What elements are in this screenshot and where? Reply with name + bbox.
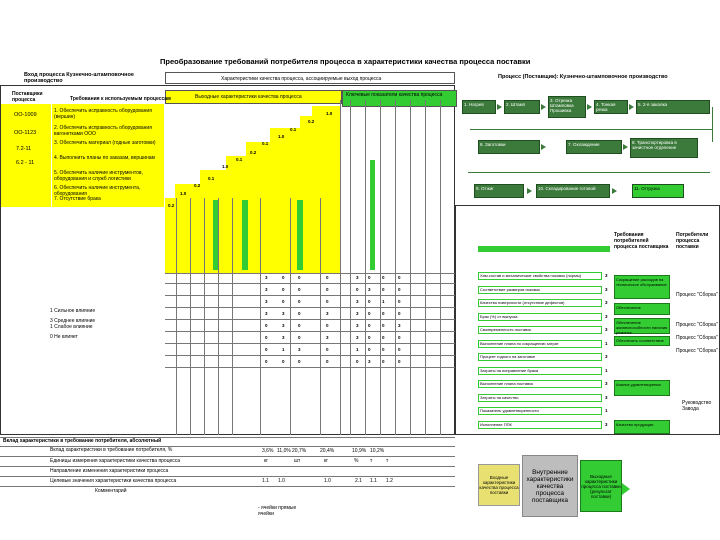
indicator-score: 1 bbox=[605, 367, 608, 373]
bottom-row-4: Направление изменения характеристики процесса bbox=[50, 468, 169, 474]
flow-box-6: 8. Заготовки bbox=[478, 140, 540, 154]
bottom-shape-center: Внутренние характеристики качества процесса поставщика bbox=[522, 455, 578, 517]
req-4: 4. Выполнить планы по заказам, вершинам bbox=[54, 155, 155, 161]
pct-3: 20,7% bbox=[292, 448, 307, 454]
req-3: 3. Обеспечить материал (годные заготовки) bbox=[54, 140, 156, 146]
unit-4: % bbox=[354, 458, 359, 464]
left-yellow-block bbox=[1, 104, 51, 207]
bottom-row-6: Комментарий bbox=[95, 488, 127, 494]
note-1: 1 Сильное влияние bbox=[50, 308, 96, 314]
matrix-cell: 0 bbox=[382, 359, 385, 364]
matrix-cell: 3 bbox=[356, 275, 359, 280]
code-3: 7.2-11 bbox=[16, 146, 32, 152]
target-5: 1.1 bbox=[370, 478, 377, 484]
corner-num-3: 0.1 bbox=[290, 127, 297, 132]
bottom-shape-right: Выходные характеристики процесса поставки (результат поставки) bbox=[580, 460, 622, 512]
flow-box-8: 8. Транспортировка в зачистное отделение bbox=[630, 138, 698, 158]
matrix-cell: 0 bbox=[298, 323, 301, 328]
corner-num-10: 0.2 bbox=[194, 183, 201, 188]
flow-arrow bbox=[527, 188, 532, 194]
matrix-cell: 0 bbox=[368, 347, 371, 352]
flow-connector bbox=[712, 107, 713, 142]
grid-v bbox=[440, 100, 441, 435]
matrix-cell: 0 bbox=[398, 335, 401, 340]
corner-num-4: 1.0 bbox=[278, 134, 285, 139]
req-6: 6. Обеспечить наличие инструмента, оборудования bbox=[54, 185, 141, 197]
code-1: ОО-1009 bbox=[14, 112, 37, 118]
process-label: Процесс (Поставщик): Кузнечно-штамповочное производство bbox=[498, 74, 668, 80]
flow-arrow bbox=[629, 104, 634, 110]
green-cell-5: Анализ удовлетворения bbox=[614, 380, 670, 396]
target-6: 1.2 bbox=[386, 478, 393, 484]
header-mid bbox=[165, 72, 455, 84]
indicator-score: 3 bbox=[605, 313, 608, 319]
customer-5: Руководство Завода bbox=[682, 400, 712, 412]
bottom-sep bbox=[0, 476, 455, 477]
matrix-cell: 0 bbox=[298, 275, 301, 280]
indicator-score: 3 bbox=[605, 327, 608, 332]
req-1: 1. Обеспечить исправность оборудования (вершин) bbox=[54, 108, 152, 120]
req-2: 2. Обеспечить исправность оборудования вагонетками ООО bbox=[54, 125, 152, 137]
legend-note: - ячейки прямые ячейки bbox=[258, 505, 297, 517]
bottom-row-1: Вклад характеристики в требование потребителя, абсолютный bbox=[3, 438, 162, 444]
matrix-cell: 3 bbox=[356, 299, 359, 304]
stair-6 bbox=[200, 170, 340, 184]
stair-5 bbox=[226, 156, 340, 170]
indicator-score: 1 bbox=[605, 408, 608, 413]
pct-4: 20,4% bbox=[320, 448, 335, 454]
corner-num-8: 1.0 bbox=[222, 164, 229, 169]
indicator-row: Своевременность поставок bbox=[478, 326, 602, 334]
corner-num-2: 0.2 bbox=[308, 119, 315, 124]
matrix-cell: 1 bbox=[382, 299, 385, 304]
grid-h bbox=[165, 355, 455, 356]
pct-5: 10,9% bbox=[352, 448, 367, 454]
matrix-cell: 3 bbox=[265, 311, 268, 316]
vert-green-2 bbox=[242, 200, 248, 270]
indicator-score: 3 bbox=[605, 300, 608, 305]
grid-v bbox=[395, 100, 396, 435]
matrix-cell: 0 bbox=[398, 359, 401, 364]
grid-v bbox=[232, 198, 233, 435]
grid-v bbox=[380, 100, 381, 435]
matrix-cell: 0 bbox=[382, 275, 385, 280]
page-title: Преобразование требований потребителя процесса в характеристики качества процесса поставки bbox=[160, 57, 531, 66]
bottom-row-3: Единицы измерения характеристики качества процесса bbox=[50, 458, 181, 464]
matrix-cell: 3 bbox=[356, 335, 359, 340]
matrix-cell: 0 bbox=[398, 287, 401, 292]
grid-v bbox=[190, 198, 191, 435]
matrix-cell: 3 bbox=[282, 311, 285, 316]
grid-v bbox=[350, 100, 351, 435]
indicator-row: Соответствие размеров поковок bbox=[478, 286, 602, 294]
right-header-req: Требования потребителей процесса поставщика bbox=[614, 232, 669, 250]
matrix-cell: 0 bbox=[382, 347, 385, 352]
matrix-cell: 0 bbox=[282, 287, 285, 292]
flow-box-5: 5. 2-я закалка bbox=[636, 100, 710, 114]
matrix-cell: 0 bbox=[382, 311, 385, 316]
matrix-cell: 0 bbox=[368, 323, 371, 328]
grid-v bbox=[425, 100, 426, 435]
col-header-outputs: Выходные характеристики качества процесса bbox=[195, 94, 302, 100]
stair-4 bbox=[246, 142, 340, 156]
note-3: 1 Слабое влияние bbox=[50, 324, 93, 330]
grid-v bbox=[204, 198, 205, 435]
matrix-cell: 0 bbox=[326, 323, 329, 328]
indicator-row: Затраты на качество bbox=[478, 394, 602, 402]
bottom-arrow bbox=[622, 483, 630, 495]
matrix-cell: 0 bbox=[398, 275, 401, 280]
indicator-row: Выполнение плана по сокращению затрат bbox=[478, 340, 602, 348]
matrix-cell: 0 bbox=[282, 359, 285, 364]
matrix-cell: 3 bbox=[282, 323, 285, 328]
indicator-score: 3 bbox=[605, 381, 608, 386]
pct-6: 10,2% bbox=[370, 448, 385, 454]
right-header-customers: Потребители процесса поставки bbox=[676, 232, 709, 250]
note-4: 0 Не влияет bbox=[50, 334, 78, 340]
indicator-score: 3 bbox=[605, 394, 608, 400]
grid-h bbox=[165, 343, 455, 344]
code-4: 6.2 - 11 bbox=[16, 160, 35, 166]
indicator-row: Выполнение плана поставок bbox=[478, 380, 602, 388]
indicator-row: Брак (%) от выпуска bbox=[478, 313, 602, 321]
target-2: 1.0 bbox=[278, 478, 285, 484]
bottom-sep bbox=[0, 466, 455, 467]
target-4: 2.1 bbox=[355, 478, 362, 484]
grid-v bbox=[320, 198, 321, 435]
grid-h bbox=[165, 331, 455, 332]
matrix-cell: 0 bbox=[282, 275, 285, 280]
bottom-row-2: Вклад характеристики в требование потребителя, % bbox=[50, 447, 173, 453]
matrix-cell: 0 bbox=[356, 359, 359, 364]
matrix-cell: 0 bbox=[368, 275, 371, 280]
flow-box-4: 4. Тонкая резка bbox=[594, 100, 628, 114]
corner-num-12: 0.2 bbox=[168, 203, 175, 208]
matrix-cell: 0 bbox=[265, 323, 268, 328]
customer-3: Процесс "Сборка" bbox=[676, 335, 718, 341]
matrix-cell: 0 bbox=[298, 359, 301, 364]
indicator-row: Качество поверхности (отсутствие дефектов) bbox=[478, 299, 602, 307]
indicator-row: Показатель удовлетворенности bbox=[478, 407, 602, 415]
green-cell-6: Качество продукции bbox=[614, 420, 670, 434]
indicator-row: Затраты на исправление брака bbox=[478, 367, 602, 375]
green-cell-4: Обеспечить соответствие bbox=[614, 336, 670, 346]
matrix-cell: 0 bbox=[398, 299, 401, 304]
bottom-sep bbox=[0, 456, 455, 457]
matrix-cell: 3 bbox=[282, 335, 285, 340]
matrix-cell: 0 bbox=[368, 311, 371, 316]
green-cell-2: Обеспечение bbox=[614, 303, 670, 315]
target-3: 1.0 bbox=[324, 478, 331, 484]
flow-box-10: 10. Складирование готовой bbox=[536, 184, 610, 198]
matrix-cell: 3 bbox=[265, 287, 268, 292]
req-7: 7. Отсутствие брака bbox=[54, 196, 101, 202]
green-cell-1: Сокращение расходов на техническое обслуживание bbox=[614, 275, 670, 299]
header-mid-text: Характеристики качества процесса, ассоциируемые выход процесса bbox=[221, 76, 382, 82]
matrix-cell: 3 bbox=[265, 299, 268, 304]
matrix-cell: 0 bbox=[265, 359, 268, 364]
matrix-cell: 0 bbox=[326, 287, 329, 292]
matrix-cell: 3 bbox=[368, 287, 371, 292]
grid-h bbox=[165, 367, 455, 368]
indicator-score: 3 bbox=[605, 421, 608, 427]
indicator-row: Исполнение ППК bbox=[478, 421, 602, 429]
matrix-cell: 0 bbox=[298, 311, 301, 316]
vert-green-4 bbox=[370, 160, 375, 270]
unit-1: кг bbox=[264, 458, 269, 464]
flow-box-7: 7. Охлаждение bbox=[566, 140, 622, 154]
grid-v bbox=[260, 198, 261, 435]
matrix-cell: 1 bbox=[356, 347, 359, 352]
customer-1: Процесс "Сборка" bbox=[676, 292, 718, 298]
flow-box-1: 1. Нагрев bbox=[462, 100, 496, 114]
customer-2: Процесс "Сборка" bbox=[676, 322, 718, 328]
input-process-label: Вход процесса Кузнечно-штамповочное производство bbox=[24, 72, 134, 84]
flow-arrow bbox=[497, 104, 502, 110]
vert-green-1 bbox=[213, 200, 218, 270]
grid-h bbox=[165, 283, 455, 284]
matrix-cell: 3 bbox=[265, 275, 268, 280]
indicator-score: 3 bbox=[605, 354, 608, 359]
matrix-cell: 3 bbox=[326, 335, 329, 340]
corner-num-5: 0.1 bbox=[262, 141, 269, 146]
matrix-cell: 0 bbox=[326, 347, 329, 352]
flow-arrow bbox=[587, 104, 592, 110]
pct-2: 11,0% bbox=[277, 448, 291, 454]
flow-arrow bbox=[541, 104, 546, 110]
flow-arrow bbox=[612, 188, 617, 194]
matrix-cell: 3 bbox=[326, 311, 329, 316]
green-cell-3: Обеспечение жизнеспособности наличия ремонта bbox=[614, 318, 670, 334]
matrix-cell: 3 bbox=[298, 347, 301, 352]
target-1: 1.1 bbox=[262, 478, 269, 484]
matrix-cell: 0 bbox=[398, 311, 401, 316]
code-2: ОО-1123 bbox=[14, 130, 37, 136]
stair-2 bbox=[300, 116, 340, 128]
flow-arrow bbox=[541, 144, 546, 150]
req-5: 5. Обеспечить наличие инструментов, оборудования и служб логистики bbox=[54, 170, 143, 182]
matrix-cell: 0 bbox=[326, 299, 329, 304]
grid-h bbox=[165, 319, 455, 320]
matrix-cell: 0 bbox=[326, 359, 329, 364]
grid-h bbox=[165, 307, 455, 308]
grid-h bbox=[165, 273, 455, 274]
indicator-row: Процент годного на заготовке bbox=[478, 353, 602, 361]
unit-2: шт bbox=[294, 458, 301, 464]
bottom-shape-left: Входные характеристики качества процесса поставки bbox=[478, 464, 520, 506]
matrix-cell: 0 bbox=[282, 299, 285, 304]
vert-green-3 bbox=[297, 200, 303, 270]
matrix-cell: 0 bbox=[326, 275, 329, 280]
matrix-cell: 3 bbox=[368, 359, 371, 364]
flow-box-9: 9. Отжиг bbox=[474, 184, 524, 198]
matrix-cell: 0 bbox=[382, 335, 385, 340]
grid-v bbox=[290, 198, 291, 435]
matrix-cell: 0 bbox=[298, 299, 301, 304]
grid-v bbox=[410, 100, 411, 435]
bottom-sep bbox=[0, 486, 455, 487]
flow-box-2: 2. Штамп bbox=[504, 100, 540, 114]
indicator-score: 3 bbox=[605, 286, 608, 292]
grid-v bbox=[340, 100, 341, 435]
note-2: 3 Среднее влияние bbox=[50, 318, 96, 324]
matrix-cell: 0 bbox=[265, 335, 268, 340]
matrix-cell: 0 bbox=[356, 287, 359, 292]
corner-num-9: 0.1 bbox=[208, 176, 215, 181]
bottom-row-5: Целевые значения характеристики качества процесса bbox=[50, 478, 177, 484]
flow-box-3: 3. Отрезка Штамповка Прошивка bbox=[548, 96, 586, 118]
matrix-cell: 0 bbox=[398, 347, 401, 352]
grid-h bbox=[165, 295, 455, 296]
matrix-cell: 0 bbox=[298, 335, 301, 340]
unit-3: кг bbox=[324, 458, 329, 464]
grid-v bbox=[218, 198, 219, 435]
col-header-req: Требования к используемым процессам bbox=[70, 96, 171, 102]
col-header-process: Поставщики процесса bbox=[12, 91, 43, 103]
grid-v bbox=[176, 198, 177, 435]
indicator-score: 3 bbox=[605, 273, 608, 278]
matrix-cell: 0 bbox=[382, 323, 385, 328]
matrix-cell: 0 bbox=[368, 299, 371, 304]
right-green-top bbox=[478, 246, 610, 252]
matrix-cell: 3 bbox=[398, 323, 401, 328]
flow-arrow bbox=[623, 144, 628, 150]
indicator-row: Хим.состав и механические свойства поковок (нормы) bbox=[478, 272, 602, 280]
flow-box-11: 11. Отгрузка bbox=[632, 184, 684, 198]
flow-connector bbox=[470, 129, 712, 130]
flow-connector bbox=[468, 172, 710, 173]
stair-8 bbox=[165, 198, 340, 273]
matrix-cell: 0 bbox=[265, 347, 268, 352]
corner-num-1: 1.0 bbox=[326, 111, 333, 116]
grid-v bbox=[365, 100, 366, 435]
matrix-cell: 0 bbox=[298, 287, 301, 292]
matrix-cell: 0 bbox=[382, 287, 385, 292]
corner-num-11: 1.0 bbox=[180, 191, 187, 196]
col-header-indicators: Ключевые показатели качества процесса bbox=[346, 92, 443, 98]
matrix-cell: 3 bbox=[356, 323, 359, 328]
unit-5: т bbox=[370, 458, 373, 464]
customer-4: Процесс "Сборка" bbox=[676, 348, 718, 354]
corner-num-6: 0.2 bbox=[250, 150, 257, 155]
pct-1: 3,6% bbox=[262, 448, 274, 454]
corner-num-7: 0.1 bbox=[236, 157, 243, 162]
indicator-score: 1 bbox=[605, 340, 608, 346]
unit-6: т bbox=[386, 458, 389, 464]
matrix-cell: 3 bbox=[356, 311, 359, 316]
matrix-cell: 1 bbox=[282, 347, 285, 352]
matrix-cell: 0 bbox=[368, 335, 371, 340]
